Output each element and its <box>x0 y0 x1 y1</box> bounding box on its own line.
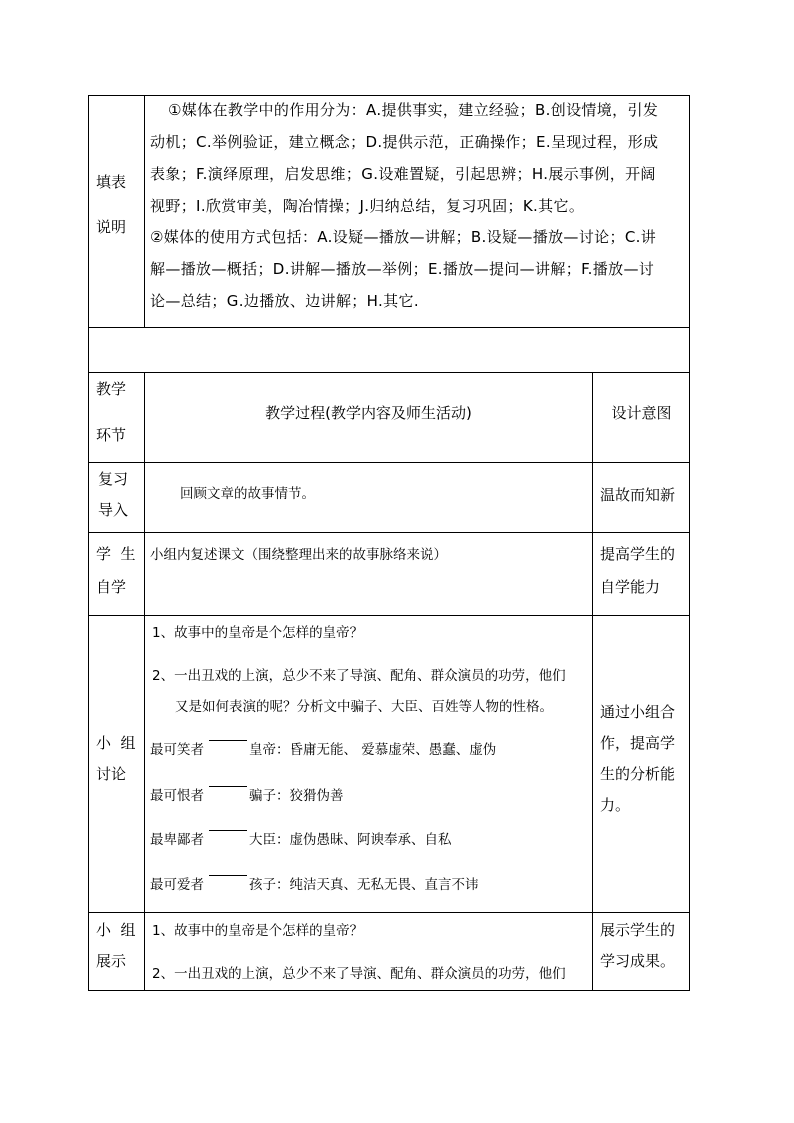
self-study-intent-line1: 提高学生的 <box>600 545 676 563</box>
review-stage-line1: 复习 <box>98 470 129 488</box>
presentation-stage-line1: 小 组 <box>96 921 136 939</box>
column-divider <box>144 372 145 991</box>
instruction-line: ①媒体在教学中的作用分为：A.提供事实，建立经验；B.创设情境，引发 <box>168 101 659 119</box>
character-prefix: 最可恨者 <box>150 788 204 804</box>
self-study-intent-line2: 自学能力 <box>600 578 661 596</box>
presentation-intent-line2: 学习成果。 <box>600 952 676 970</box>
fill-label-line1: 填表 <box>96 173 127 191</box>
instruction-line: 视野；I.欣赏审美，陶冶情操；J.归纳总结，复习巩固；K.其它。 <box>150 197 585 215</box>
discussion-intent-line: 通过小组合 <box>600 703 676 721</box>
character-prefix: 最卑鄙者 <box>150 832 204 848</box>
instruction-line: 表象；F.演绎原理，启发思维；G.设难置疑，引起思辨；H.展示事例，开阔 <box>150 165 656 183</box>
character-prefix: 最可笑者 <box>150 742 204 758</box>
self-study-stage-line2: 自学 <box>96 578 127 596</box>
column-divider <box>144 95 145 327</box>
discussion-intent-line: 生的分析能 <box>600 765 676 783</box>
discussion-question-2-line2: 又是如何表演的呢？分析文中骗子、大臣、百姓等人物的性格。 <box>175 699 553 715</box>
character-description: 皇帝：昏庸无能、 爱慕虚荣、愚蠢、虚伪 <box>249 742 497 758</box>
discussion-intent-line: 力。 <box>600 796 631 814</box>
discussion-intent-line: 作，提高学 <box>600 734 676 752</box>
instruction-line: ②媒体的使用方式包括：A.设疑—播放—讲解；B.设疑—播放—讨论；C.讲 <box>150 228 657 246</box>
self-study-stage-line1: 学 生 <box>96 545 136 563</box>
presentation-stage-line2: 展示 <box>96 952 127 970</box>
instruction-line: 动机；C.举例验证，建立概念；D.提供示范，正确操作；E.呈现过程，形成 <box>150 133 659 151</box>
character-description: 大臣：虚伪愚昧、阿谀奉承、自私 <box>249 832 452 848</box>
presentation-intent-line1: 展示学生的 <box>600 921 676 939</box>
presentation-question-1: 1、故事中的皇帝是个怎样的皇帝？ <box>152 923 364 939</box>
fill-label-line2: 说明 <box>96 218 127 236</box>
row-divider <box>88 615 690 616</box>
row-divider <box>88 372 690 373</box>
header-process: 教学过程(教学内容及师生活动) <box>265 404 472 422</box>
character-description: 骗子：狡猾伪善 <box>249 788 344 804</box>
row-divider <box>88 462 690 463</box>
character-dash <box>209 740 247 741</box>
character-dash <box>209 786 247 787</box>
self-study-content: 小组内复述课文（围绕整理出来的故事脉络来说） <box>150 547 447 563</box>
discussion-stage-line1: 小 组 <box>96 734 136 752</box>
header-intent: 设计意图 <box>611 404 672 422</box>
discussion-question-1: 1、故事中的皇帝是个怎样的皇帝？ <box>152 625 364 641</box>
instruction-line: 论—总结；G.边播放、边讲解；H.其它. <box>150 292 419 310</box>
header-stage-line1: 教学 <box>96 380 127 398</box>
character-dash <box>209 875 247 876</box>
row-divider <box>88 912 690 913</box>
row-divider <box>88 327 690 328</box>
character-prefix: 最可爱者 <box>150 877 204 893</box>
review-intent: 温故而知新 <box>600 486 676 504</box>
discussion-stage-line2: 讨论 <box>96 765 127 783</box>
header-stage-line2: 环节 <box>96 426 127 444</box>
character-description: 孩子：纯洁天真、无私无畏、直言不讳 <box>249 877 479 893</box>
character-dash <box>209 830 247 831</box>
discussion-question-2-line1: 2、一出丑戏的上演，总少不来了导演、配角、群众演员的功劳，他们 <box>152 668 566 684</box>
column-divider <box>592 372 593 991</box>
presentation-question-2-line1: 2、一出丑戏的上演，总少不来了导演、配角、群众演员的功劳，他们 <box>152 966 566 982</box>
instruction-line: 解—播放—概括；D.讲解—播放—举例；E.播放—提问—讲解；F.播放—讨 <box>150 260 655 278</box>
row-divider <box>88 532 690 533</box>
review-stage-line2: 导入 <box>98 501 129 519</box>
review-content: 回顾文章的故事情节。 <box>180 486 315 502</box>
